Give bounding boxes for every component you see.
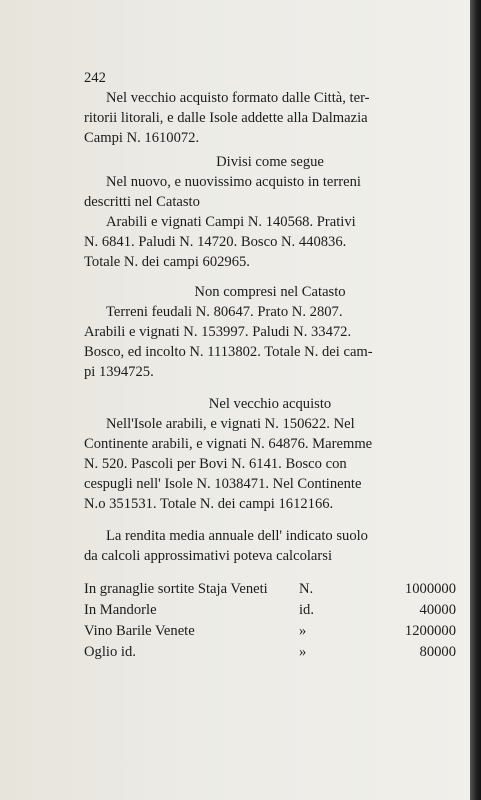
page-edge-shadow	[470, 0, 481, 800]
table-row	[84, 599, 456, 620]
text-line: Nel vecchio acquisto formato dalle Città, ter-	[106, 90, 370, 106]
table-row	[84, 578, 456, 599]
text-line: N. 520. Pascoli per Bovi N. 6141. Bosco con	[84, 456, 347, 472]
intro-paragraph	[84, 88, 456, 148]
text-line: Nel nuovo, e nuovissimo acquisto in terreni	[106, 174, 361, 190]
rendita-table	[84, 578, 456, 662]
heading-non-compresi: Non compresi nel Catasto	[194, 284, 346, 300]
nuovo-paragraph	[84, 172, 456, 272]
item-label: In Mandorle	[84, 601, 157, 618]
item-value: 1000000	[404, 580, 456, 597]
text-line: Arabili e vignati N. 153997. Paludi N. 33472.	[84, 324, 352, 340]
item-value: 1200000	[404, 622, 456, 639]
text-line: Arabili e vignati Campi N. 140568. Prativi	[106, 214, 356, 230]
text-line: Campi N. 1610072.	[84, 130, 200, 146]
text-line: Totale N. dei campi 602965.	[84, 254, 250, 270]
text-line: Continente arabili, e vignati N. 64876. Maremme	[84, 436, 373, 452]
vecchio-paragraph	[84, 414, 456, 514]
text-line: La rendita media annuale dell' indicato suolo	[106, 528, 368, 544]
item-mark: N.	[299, 580, 314, 597]
item-mark: id.	[299, 601, 314, 618]
table-row	[84, 620, 456, 641]
text-line: N.o 351531. Totale N. dei campi 1612166.	[84, 496, 334, 512]
item-mark: »	[299, 622, 307, 639]
page-text	[84, 68, 456, 662]
heading-vecchio: Nel vecchio acquisto	[208, 396, 332, 412]
item-label: In granaglie sortite Staja Veneti	[84, 580, 268, 597]
text-line: da calcoli approssimativi poteva calcolarsi	[84, 548, 333, 564]
heading-divisi: Divisi come segue	[216, 154, 324, 170]
item-value: 80000	[419, 643, 456, 660]
text-line: Bosco, ed incolto N. 1113802. Totale N. dei cam-	[84, 344, 373, 360]
rendita-paragraph	[84, 526, 456, 566]
table-row	[84, 641, 456, 662]
text-line: N. 6841. Paludi N. 14720. Bosco N. 440836.	[84, 234, 347, 250]
text-line: cespugli nell' Isole N. 1038471. Nel Continente	[84, 476, 362, 492]
text-line: Terreni feudali N. 80647. Prato N. 2807.	[106, 304, 343, 320]
text-line: ritorii litorali, e dalle Isole addette alla Dalmazia	[84, 110, 368, 126]
item-mark: »	[299, 643, 307, 660]
item-label: Vino Barile Venete	[84, 622, 195, 639]
page-number: 242	[84, 70, 106, 86]
item-value: 40000	[419, 601, 456, 618]
text-line: Nell'Isole arabili, e vignati N. 150622. Nel	[106, 416, 355, 432]
text-line: descritti nel Catasto	[84, 194, 200, 210]
text-line: pi 1394725.	[84, 364, 154, 380]
item-label: Oglio id.	[84, 643, 136, 660]
non-compresi-paragraph	[84, 302, 456, 382]
